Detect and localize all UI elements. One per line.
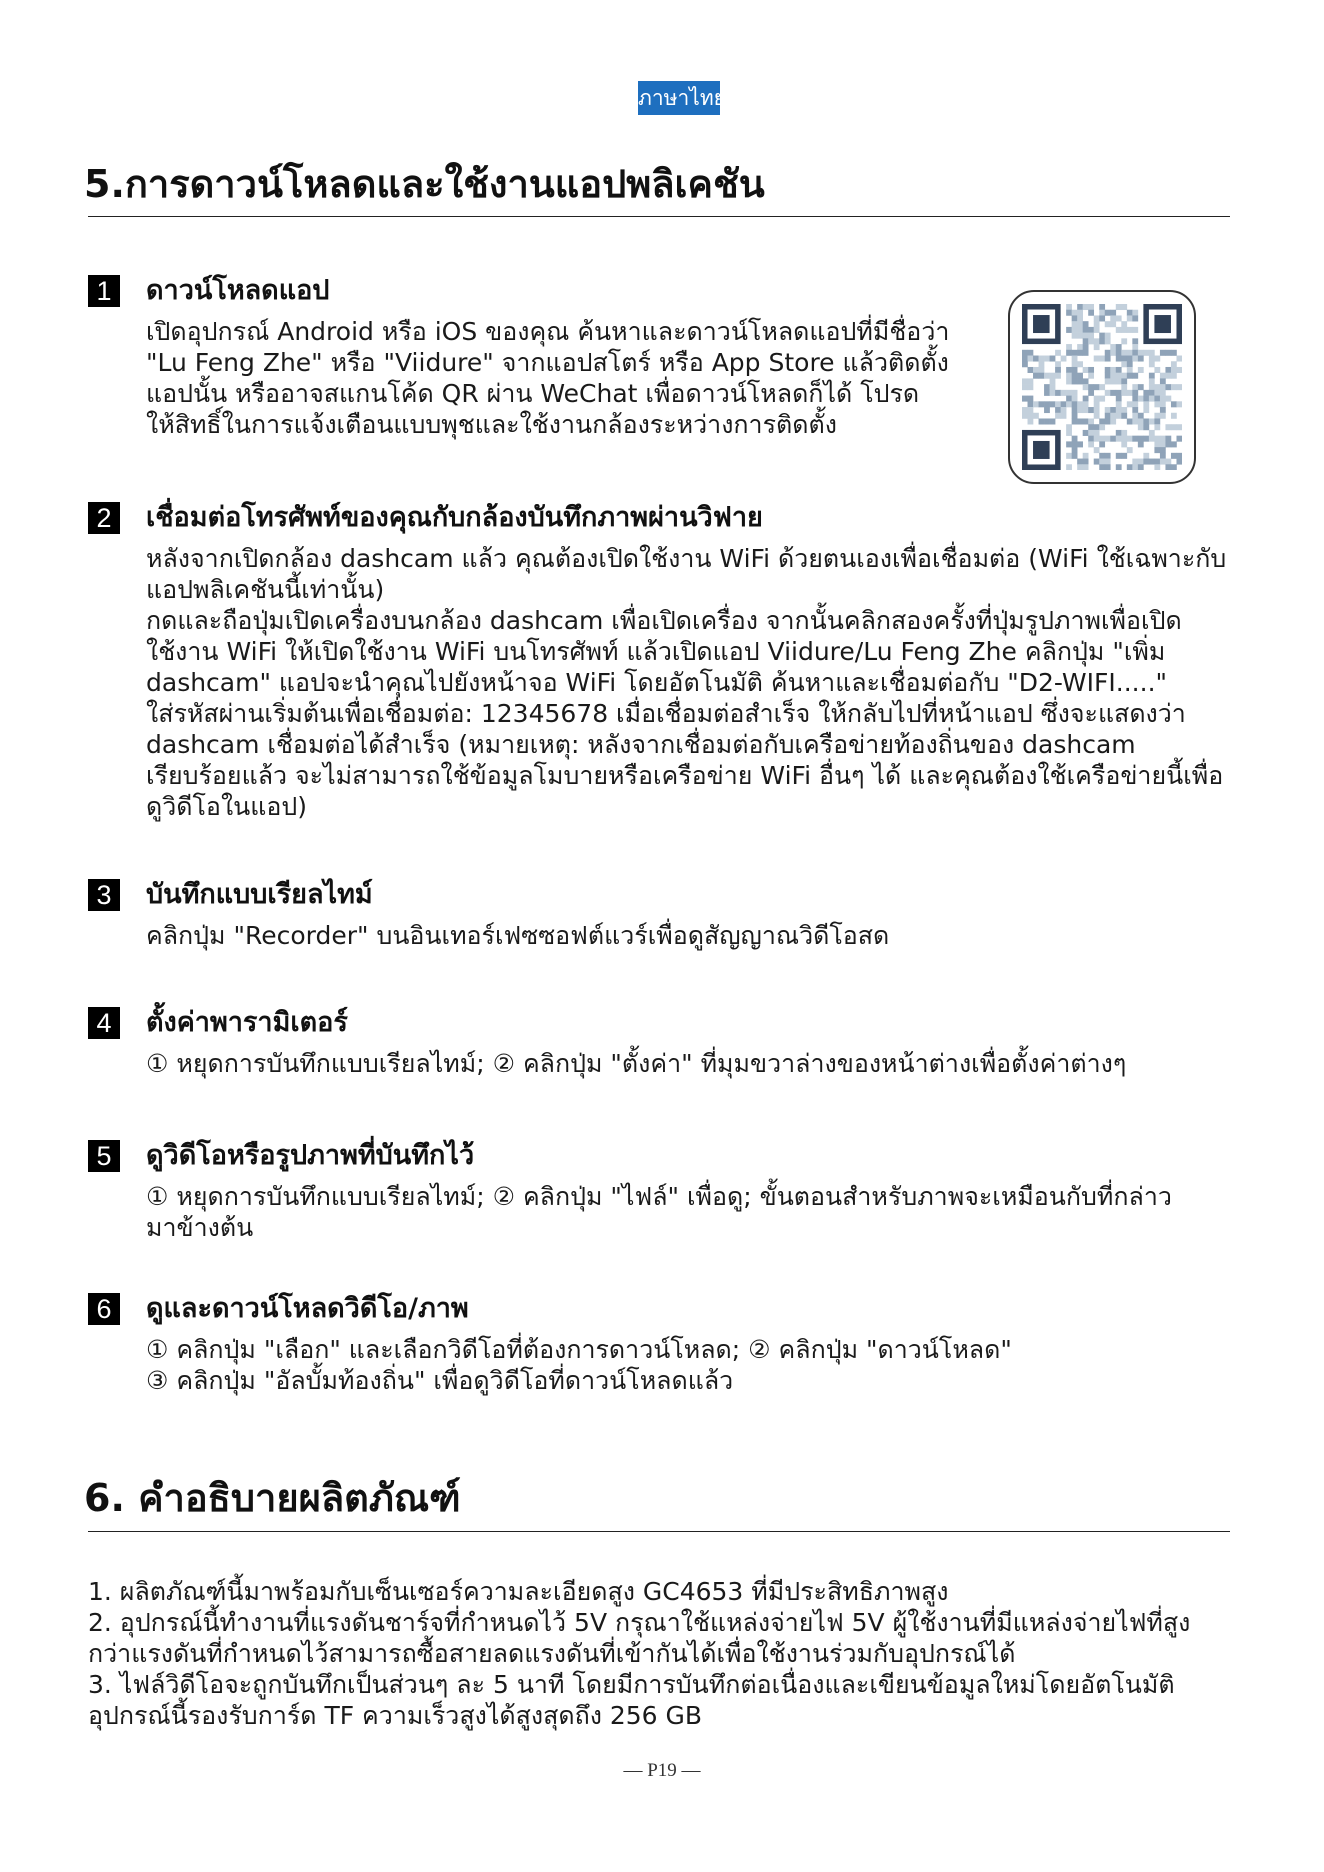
description-line: 1. ผลิตภัณฑ์นี้มาพร้อมกับเซ็นเซอร์ความละเอียดสูง GC4653 ที่มีประสิทธิภาพสูง — [88, 1577, 949, 1606]
step-title: บันทึกแบบเรียลไทม์ — [146, 879, 373, 910]
step-text-line: ให้สิทธิ์ในการแจ้งเตือนแบบพุชและใช้งานกล้องระหว่างการติดตั้ง — [146, 410, 837, 439]
qr-code-icon — [1022, 304, 1182, 470]
step-body — [146, 1334, 1012, 1396]
description-line: 3. ไฟล์วิดีโอจะถูกบันทึกเป็นส่วนๆ ละ 5 นาที โดยมีการบันทึกต่อเนื่องและเขียนข้อมูลใหม่โดยอัตโนมัติ — [88, 1670, 1175, 1699]
step-text-line: ใช้งาน WiFi ให้เปิดใช้งาน WiFi บนโทรศัพท์ แล้วเปิดแอป Viidure/Lu Feng Zhe คลิกปุ่ม "เพิ่ม — [146, 637, 1166, 666]
description-line: อุปกรณ์นี้รองรับการ์ด TF ความเร็วสูงได้สูงสุดถึง 256 GB — [88, 1701, 703, 1730]
step-body — [146, 1048, 1126, 1079]
language-badge: ภาษาไทย — [638, 81, 720, 115]
step-text-line: ① หยุดการบันทึกแบบเรียลไทม์; ② คลิกปุ่ม "ตั้งค่า" ที่มุมขวาล่างของหน้าต่างเพื่อตั้งค่าต่างๆ — [146, 1049, 1127, 1078]
section-5-divider — [88, 216, 1230, 217]
step-text-line: คลิกปุ่ม "Recorder" บนอินเทอร์เฟซซอฟต์แวร์เพื่อดูสัญญาณวิดีโอสด — [146, 921, 890, 950]
step-text-line: dashcam" แอปจะนำคุณไปยังหน้าจอ WiFi โดยอัตโนมัติ ค้นหาและเชื่อมต่อกับ "D2-WIFI....." — [146, 668, 1168, 697]
step-text-line: แอปพลิเคชันนี้เท่านั้น) — [146, 575, 385, 604]
step-text-line: dashcam เชื่อมต่อได้สำเร็จ (หมายเหตุ: หลังจากเชื่อมต่อกับเครือข่ายท้องถิ่นของ dashcam — [146, 730, 1136, 759]
description-line: กว่าแรงดันที่กำหนดไว้สามารถซื้อสายลดแรงดันที่เข้ากันได้เพื่อใช้งานร่วมกับอุปกรณ์ได้ — [88, 1639, 1016, 1668]
step-body — [146, 920, 889, 951]
step-number-badge: 1 — [88, 275, 120, 307]
step-text-line: หลังจากเปิดกล้อง dashcam แล้ว คุณต้องเปิดใช้งาน WiFi ด้วยตนเองเพื่อเชื่อมต่อ (WiFi ใช้เฉพาะกับ — [146, 544, 1227, 573]
description-line: 2. อุปกรณ์นี้ทำงานที่แรงดันชาร์จที่กำหนดไว้ 5V กรุณาใช้แหล่งจ่ายไฟ 5V ผู้ใช้งานที่มีแหล่งจ่ายไฟที่สูง — [88, 1608, 1191, 1637]
step-text-line: ① หยุดการบันทึกแบบเรียลไทม์; ② คลิกปุ่ม "ไฟล์" เพื่อดู; ขั้นตอนสำหรับภาพจะเหมือนกับที่กล่าว — [146, 1182, 1172, 1211]
step-text-line: กดและถือปุ่มเปิดเครื่องบนกล้อง dashcam เพื่อเปิดเครื่อง จากนั้นคลิกสองครั้งที่ปุ่มรูปภาพเพื่อเปิด — [146, 606, 1182, 635]
step-text-line: ใส่รหัสผ่านเริ่มต้นเพื่อเชื่อมต่อ: 12345678 เมื่อเชื่อมต่อสำเร็จ ให้กลับไปที่หน้าแอป ซึ่งจะแสดงว่า — [146, 699, 1186, 728]
step-body — [146, 543, 1226, 822]
step-text-line: ① คลิกปุ่ม "เลือก" และเลือกวิดีโอที่ต้องการดาวน์โหลด; ② คลิกปุ่ม "ดาวน์โหลด" — [146, 1335, 1012, 1364]
step-text-line: มาข้างต้น — [146, 1213, 254, 1242]
step-text-line: ดูวิดีโอในแอป) — [146, 792, 307, 821]
step-title: เชื่อมต่อโทรศัพท์ของคุณกับกล้องบันทึกภาพผ่านวิฟาย — [146, 502, 763, 533]
step-number-badge: 5 — [88, 1140, 120, 1172]
qr-code-image — [1008, 290, 1196, 484]
step-number-badge: 6 — [88, 1293, 120, 1325]
section-5-title: 5.การดาวน์โหลดและใช้งานแอปพลิเคชัน — [84, 162, 765, 206]
step-text-line: "Lu Feng Zhe" หรือ "Viidure" จากแอปสโตร์ หรือ App Store แล้วติดตั้ง — [146, 348, 949, 377]
section-6-title: 6. คำอธิบายผลิตภัณฑ์ — [84, 1476, 461, 1520]
product-description — [88, 1576, 1238, 1731]
step-text-line: แอปนั้น หรืออาจสแกนโค้ด QR ผ่าน WeChat เพื่อดาวน์โหลดก็ได้ โปรด — [146, 379, 920, 408]
step-title: ดูวิดีโอหรือรูปภาพที่บันทึกไว้ — [146, 1140, 475, 1171]
step-number-badge: 4 — [88, 1007, 120, 1039]
step-title: ดาวน์โหลดแอป — [146, 275, 330, 306]
step-number-badge: 2 — [88, 502, 120, 534]
page-number: — P19 — — [623, 1760, 701, 1781]
step-text-line: ③ คลิกปุ่ม "อัลบั้มท้องถิ่น" เพื่อดูวิดีโอที่ดาวน์โหลดแล้ว — [146, 1366, 734, 1395]
section-6-divider — [88, 1531, 1230, 1532]
step-number-badge: 3 — [88, 879, 120, 911]
step-title: ตั้งค่าพารามิเตอร์ — [146, 1007, 348, 1038]
step-body — [146, 316, 949, 440]
step-title: ดูและดาวน์โหลดวิดีโอ/ภาพ — [146, 1293, 469, 1324]
step-body — [146, 1181, 1172, 1243]
step-text-line: เรียบร้อยแล้ว จะไม่สามารถใช้ข้อมูลโมบายหรือเครือข่าย WiFi อื่นๆ ได้ และคุณต้องใช้เครือข่ายนี้เพื่อ — [146, 761, 1224, 790]
step-text-line: เปิดอุปกรณ์ Android หรือ iOS ของคุณ ค้นหาและดาวน์โหลดแอปที่มีชื่อว่า — [146, 317, 950, 346]
